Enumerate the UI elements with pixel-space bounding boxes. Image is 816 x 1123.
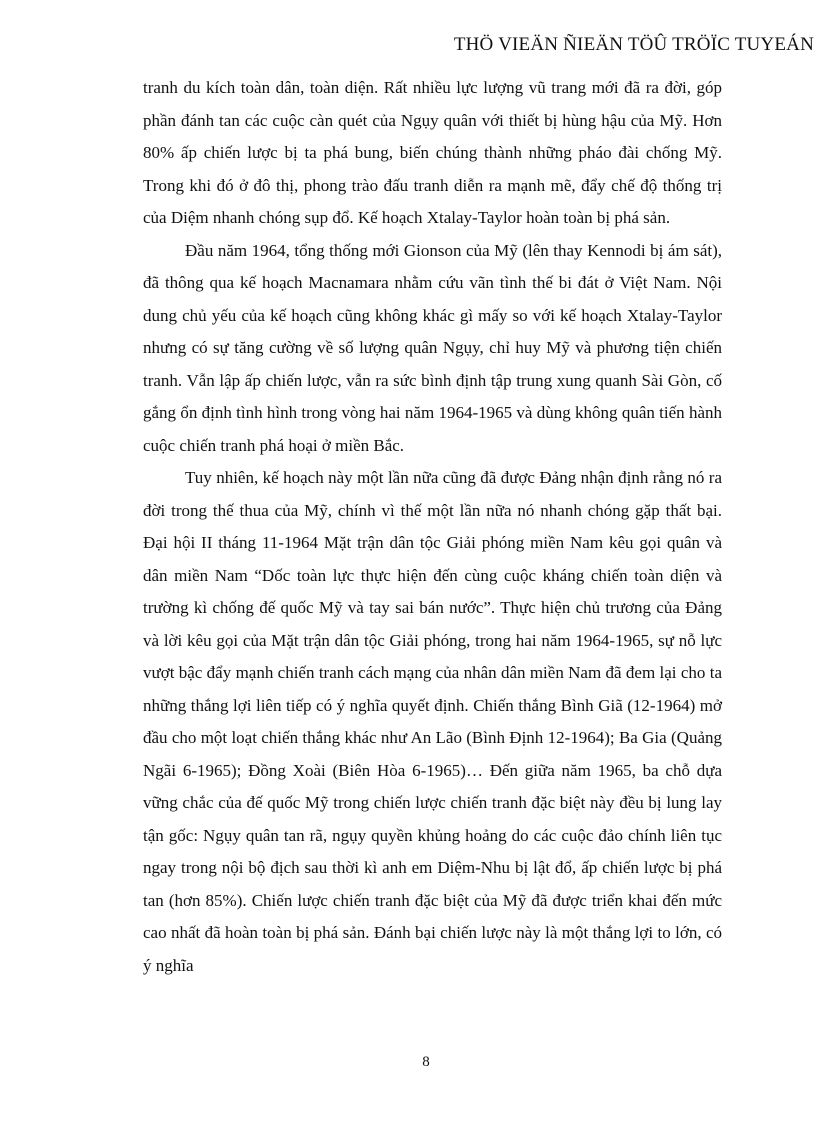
document-body bbox=[143, 72, 722, 982]
paragraph-1: tranh du kích toàn dân, toàn diện. Rất nhiều lực lượng vũ trang mới đã ra đời, góp phần đánh tan các cuộc càn quét của Ngụy quân với thiết bị hùng hậu của Mỹ. Hơn 80% ấp chiến lược bị ta phá bung, biến chúng thành những pháo đài chống Mỹ. Trong khi đó ở đô thị, phong trào đấu tranh diễn ra mạnh mẽ, đẩy chế độ thống trị của Diệm nhanh chóng sụp đổ. Kế hoạch Xtalay-Taylor hoàn toàn bị phá sản. bbox=[143, 78, 722, 227]
running-header: THÖ VIEÄN ÑIEÄN TÖÛ TRÖÏC TUYEÁN bbox=[453, 34, 814, 55]
paragraph-2: Đầu năm 1964, tổng thống mới Gionson của Mỹ (lên thay Kennodi bị ám sát), đã thông qua kế hoạch Macnamara nhằm cứu vãn tình thế bi đát ở Việt Nam. Nội dung chủ yếu của kế hoạch cũng không khác gì mấy so với kế hoạch Xtalay-Taylor nhưng có sự tăng cường về số lượng quân Ngụy, chỉ huy Mỹ và phương tiện chiến tranh. Vẫn lập ấp chiến lược, vẫn ra sức bình định tập trung xung quanh Sài Gòn, cố gắng ổn định tình hình trong vòng hai năm 1964-1965 và dùng không quân tiến hành cuộc chiến tranh phá hoại ở miền Bắc. bbox=[143, 240, 722, 455]
paragraph-3: Tuy nhiên, kế hoạch này một lần nữa cũng đã được Đảng nhận định rằng nó ra đời trong thế thua của Mỹ, chính vì thế một lần nữa nó nhanh chóng gặp thất bại. Đại hội II tháng 11-1964 Mặt trận dân tộc Giải phóng miền Nam kêu gọi quân và dân miền Nam “Dốc toàn lực thực hiện đến cùng cuộc kháng chiến toàn diện và trường kì chống đế quốc Mỹ và tay sai bán nước”. Thực hiện chủ trương của Đảng và lời kêu gọi của Mặt trận dân tộc Giải phóng, trong hai năm 1964-1965, sự nỗ lực vượt bậc đẩy mạnh chiến tranh cách mạng của nhân dân miền Nam đã đem lại cho ta những thắng lợi liên tiếp có ý nghĩa quyết định. Chiến thắng Bình Giã (12-1964) mở đầu cho một loạt chiến thắng khác như An Lão (Bình Định 12-1964); Ba Gia (Quảng Ngãi 6-1965); Đồng Xoài (Biên Hòa 6-1965)… Đến giữa năm 1965, ba chỗ dựa vững chắc của đế quốc Mỹ trong chiến lược chiến tranh đặc biệt này đều bị lung lay tận gốc: Ngụy quân tan rã, ngụy quyền khủng hoảng do các cuộc đảo chính liên tục ngay trong nội bộ địch sau thời kì anh em Diệm-Nhu bị lật đổ, ấp chiến lược bị phá tan (hơn 85%). Chiến lược chiến tranh đặc biệt của Mỹ đã được triển khai đến mức cao nhất đã hoàn toàn bị phá sản. Đánh bại chiến lược này là một thắng lợi to lớn, có ý nghĩa bbox=[143, 468, 722, 975]
page-number: 8 bbox=[422, 1054, 430, 1070]
